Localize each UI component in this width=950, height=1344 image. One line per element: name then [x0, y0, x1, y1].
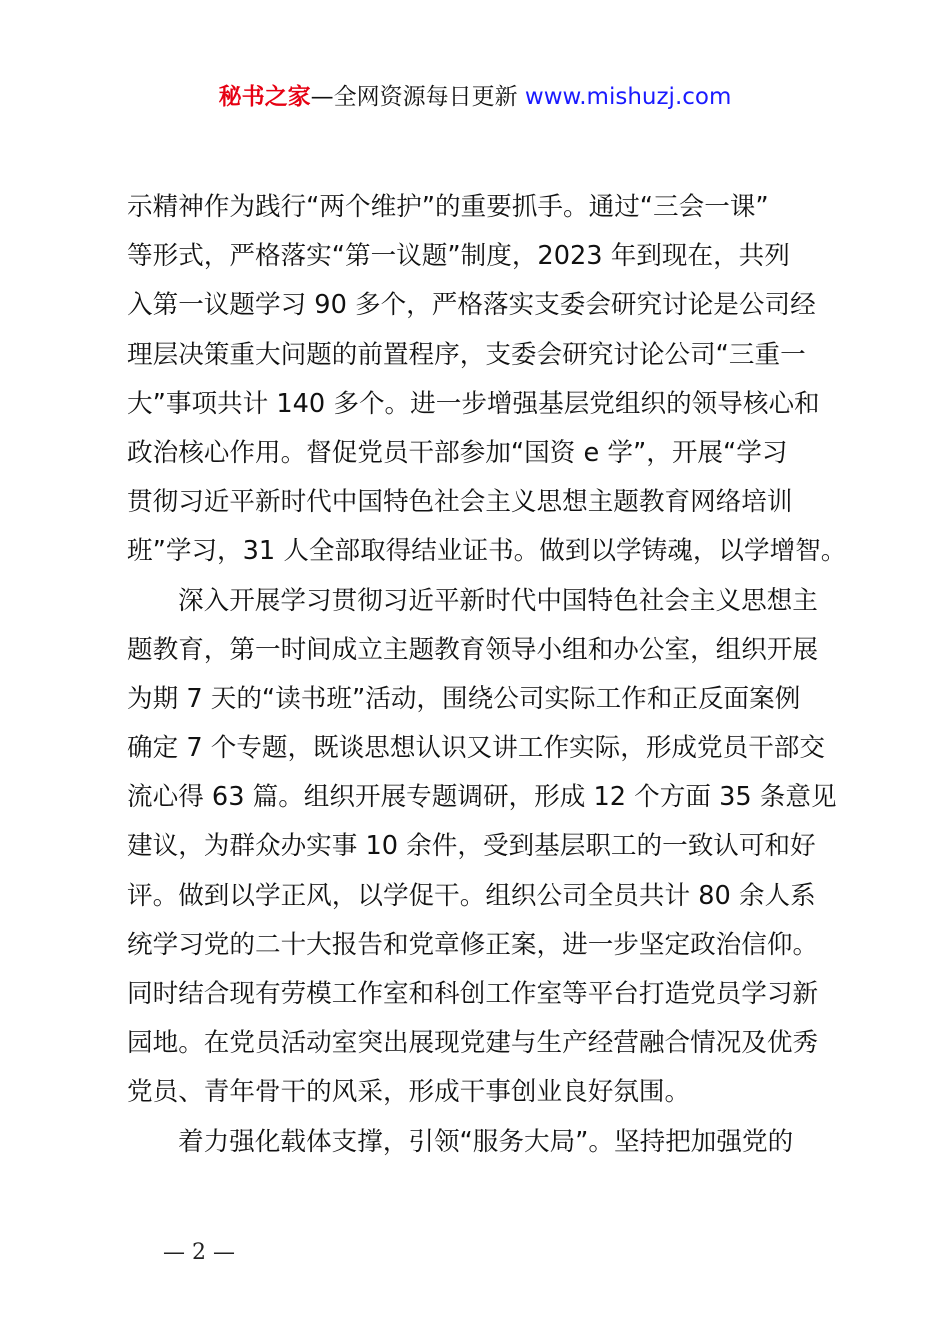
document-body — [127, 183, 847, 1167]
text-line: 政治核心作用。督促党员干部参加“国资 e 学”，开展“学习 — [127, 437, 788, 468]
text-line: 建议，为群众办实事 10 余件，受到基层职工的一致认可和好 — [127, 831, 816, 862]
text-line: 贯彻习近平新时代中国特色社会主义思想主题教育网络培训 — [127, 487, 793, 518]
text-line: 示精神作为践行“两个维护”的重要抓手。通过“三会一课” — [127, 192, 769, 222]
brand-name: 秘书之家 — [218, 84, 311, 110]
text-line: 班”学习，31 人全部取得结业证书。做到以学铸魂，以学增智。 — [127, 536, 847, 567]
text-line: 为期 7 天的“读书班”活动，围绕公司实际工作和正反面案例 — [127, 683, 801, 714]
header-tagline: —全网资源每日更新 — [310, 84, 525, 110]
page-number: — 2 — — [163, 1240, 235, 1265]
text-line: 同时结合现有劳模工作室和科创工作室等平台打造党员学习新 — [127, 979, 819, 1009]
text-line: 理层决策重大问题的前置程序，支委会研究讨论公司“三重一 — [127, 339, 806, 370]
text-line: 统学习党的二十大报告和党章修正案，进一步坚定政治信仰。 — [127, 929, 819, 960]
text-line: 党员、青年骨干的风采，形成干事创业良好氛围。 — [127, 1077, 691, 1108]
text-line: 等形式，严格落实“第一议题”制度，2023 年到现在，共列 — [127, 241, 790, 272]
text-line: 评。做到以学正风，以学促干。组织公司全员共计 80 余人系 — [127, 880, 816, 911]
text-line: 题教育，第一时间成立主题教育领导小组和办公室，组织开展 — [127, 634, 819, 665]
text-line: 确定 7 个专题，既谈思想认识又讲工作实际，形成党员干部交 — [127, 733, 825, 764]
paragraph-first-line: 着力强化载体支撑，引领“服务大局”。坚持把加强党的 — [178, 1126, 794, 1157]
text-line: 大”事项共计 140 多个。进一步增强基层党组织的领导核心和 — [127, 388, 820, 419]
site-header — [0, 80, 950, 114]
text-line: 流心得 63 篇。组织开展专题调研，形成 12 个方面 35 条意见 — [127, 782, 837, 813]
text-line: 入第一议题学习 90 多个，严格落实支委会研究讨论是公司经 — [127, 290, 816, 321]
paragraph-first-line: 深入开展学习贯彻习近平新时代中国特色社会主义思想主 — [178, 585, 818, 616]
site-url[interactable]: www.mishuzj.com — [524, 84, 732, 110]
text-line: 园地。在党员活动室突出展现党建与生产经营融合情况及优秀 — [127, 1028, 819, 1059]
